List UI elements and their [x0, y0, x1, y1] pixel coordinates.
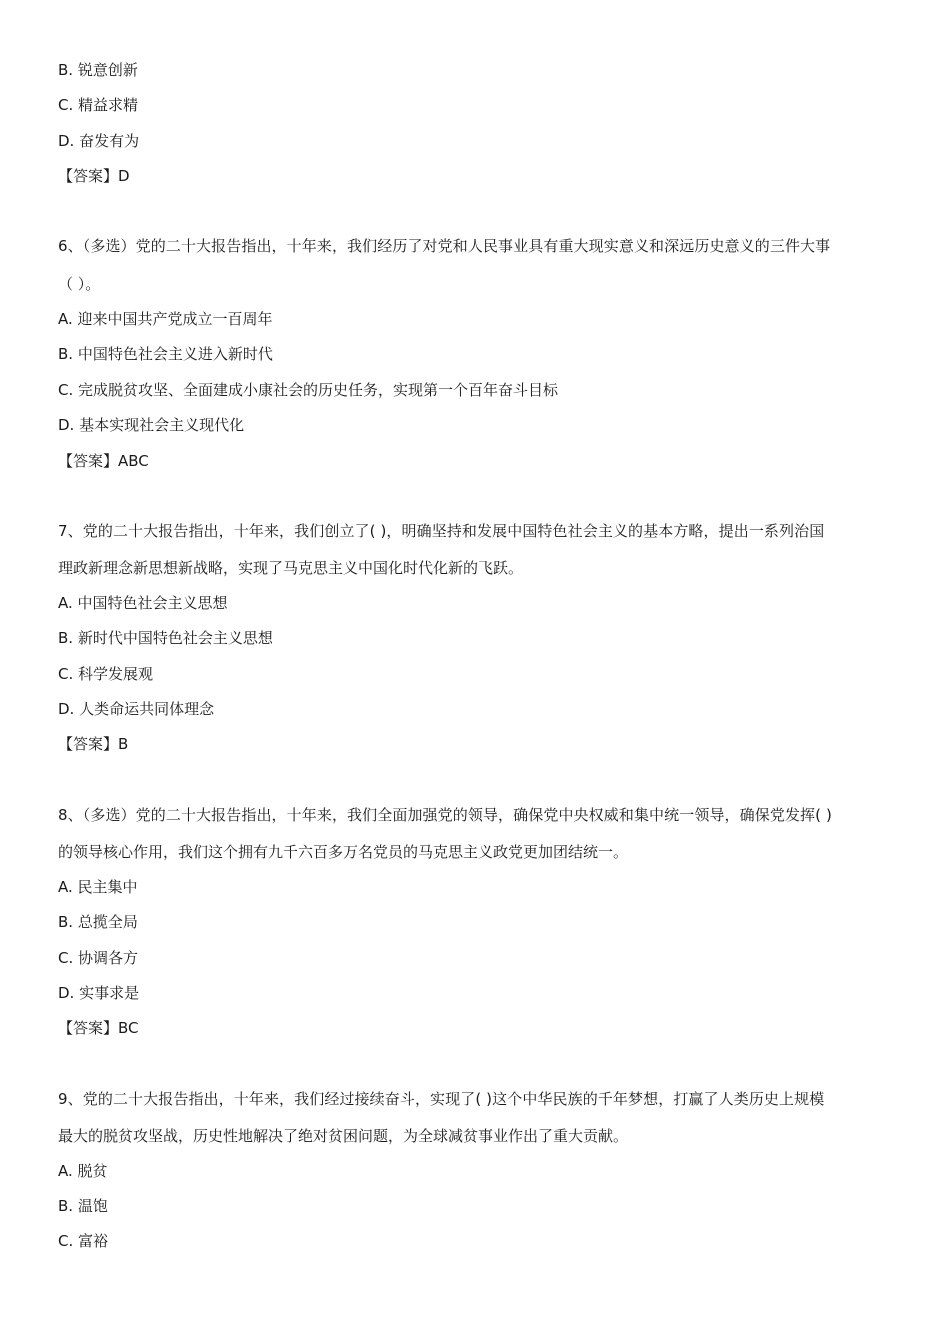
question-9-option-c: C. 富裕 — [58, 1232, 109, 1250]
question-8-stem-line-1: 8、（多选）党的二十大报告指出，十年来，我们全面加强党的领导，确保党中央权威和集中统一领导，确保党发挥( ) — [58, 806, 832, 824]
question-8-option-d: D. 实事求是 — [58, 984, 140, 1002]
question-9-option-a: A. 脱贫 — [58, 1162, 108, 1180]
question-6-stem-line-1: 6、（多选）党的二十大报告指出，十年来，我们经历了对党和人民事业具有重大现实意义和深远历史意义的三件大事 — [58, 237, 831, 255]
question-7-option-a: A. 中国特色社会主义思想 — [58, 594, 228, 612]
answer: 【答案】D — [58, 167, 130, 185]
question-6-option-b: B. 中国特色社会主义进入新时代 — [58, 345, 273, 363]
question-8-option-c: C. 协调各方 — [58, 949, 139, 967]
question-6-option-a: A. 迎来中国共产党成立一百周年 — [58, 310, 273, 328]
question-6-answer: 【答案】ABC — [58, 452, 149, 470]
question-7-stem-line-2: 理政新理念新思想新战略，实现了马克思主义中国化时代化新的飞跃。 — [58, 559, 524, 577]
question-7-option-d: D. 人类命运共同体理念 — [58, 700, 215, 718]
question-9-option-b: B. 温饱 — [58, 1197, 108, 1215]
question-8-option-a: A. 民主集中 — [58, 878, 138, 896]
question-6-option-c: C. 完成脱贫攻坚、全面建成小康社会的历史任务，实现第一个百年奋斗目标 — [58, 381, 559, 399]
question-8-stem-line-2: 的领导核心作用，我们这个拥有九千六百多万名党员的马克思主义政党更加团结统一。 — [58, 843, 629, 861]
question-6-option-d: D. 基本实现社会主义现代化 — [58, 416, 245, 434]
question-7-stem-line-1: 7、党的二十大报告指出，十年来，我们创立了( )，明确坚持和发展中国特色社会主义的基本方略，提出一系列治国 — [58, 522, 825, 540]
option-b: B. 锐意创新 — [58, 61, 138, 79]
question-7-option-b: B. 新时代中国特色社会主义思想 — [58, 629, 273, 647]
option-d: D. 奋发有为 — [58, 132, 140, 150]
question-9-stem-line-1: 9、党的二十大报告指出，十年来，我们经过接续奋斗，实现了( )这个中华民族的千年梦想，打赢了人类历史上规模 — [58, 1090, 825, 1108]
question-6-stem-line-2: （ ）。 — [58, 275, 101, 293]
question-7-option-c: C. 科学发展观 — [58, 665, 154, 683]
option-c: C. 精益求精 — [58, 96, 139, 114]
question-9-stem-line-2: 最大的脱贫攻坚战，历史性地解决了绝对贫困问题，为全球减贫事业作出了重大贡献。 — [58, 1127, 629, 1145]
question-7-answer: 【答案】B — [58, 735, 129, 753]
question-8-answer: 【答案】BC — [58, 1019, 139, 1037]
question-8-option-b: B. 总揽全局 — [58, 913, 138, 931]
